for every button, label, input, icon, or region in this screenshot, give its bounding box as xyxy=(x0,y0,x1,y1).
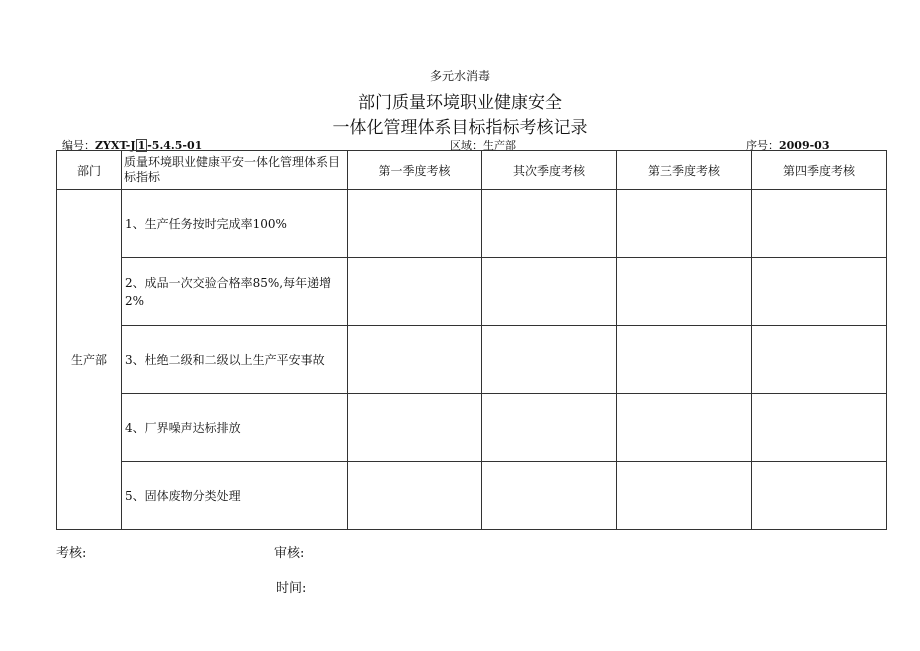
q1-cell[interactable] xyxy=(348,462,482,530)
q1-cell[interactable] xyxy=(348,394,482,462)
header-q3: 第三季度考核 xyxy=(617,151,752,190)
q2-cell[interactable] xyxy=(482,258,617,326)
table-row xyxy=(57,190,887,258)
target-cell: 2、成品一次交验合格率85%,每年递增2% xyxy=(122,258,348,326)
q3-cell[interactable] xyxy=(617,394,752,462)
q2-cell[interactable] xyxy=(482,326,617,394)
target-cell: 3、杜绝二级和二级以上生产平安事故 xyxy=(122,326,348,394)
q2-cell[interactable] xyxy=(482,190,617,258)
table-row xyxy=(57,462,887,530)
assessment-table xyxy=(56,150,887,530)
target-cell: 5、固体废物分类处理 xyxy=(122,462,348,530)
code-suffix: -5.4.5-01 xyxy=(147,139,203,152)
q1-cell[interactable] xyxy=(348,258,482,326)
q3-cell[interactable] xyxy=(617,326,752,394)
q3-cell[interactable] xyxy=(617,258,752,326)
q2-cell[interactable] xyxy=(482,462,617,530)
q2-cell[interactable] xyxy=(482,394,617,462)
target-cell: 1、生产任务按时完成率100% xyxy=(122,190,348,258)
seq-value: 2009-03 xyxy=(779,139,830,152)
document-title-line1: 部门质量环境职业健康安全 xyxy=(358,93,562,113)
q1-cell[interactable] xyxy=(348,326,482,394)
q4-cell[interactable] xyxy=(752,462,887,530)
review-signature-label: 审核: xyxy=(274,546,305,561)
table-row xyxy=(57,394,887,462)
header-department: 部门 xyxy=(57,151,122,190)
code-prefix: ZYXT-J xyxy=(95,139,136,152)
area-label: 区域： xyxy=(450,139,483,152)
q3-cell[interactable] xyxy=(617,190,752,258)
header-q2: 其次季度考核 xyxy=(482,151,617,190)
q4-cell[interactable] xyxy=(752,326,887,394)
code-label: 编号： xyxy=(62,139,95,152)
area-value: 生产部 xyxy=(483,139,516,152)
q4-cell[interactable] xyxy=(752,394,887,462)
seq-label: 序号： xyxy=(746,139,779,152)
table-header-row xyxy=(57,151,887,190)
department-cell: 生产部 xyxy=(57,190,122,530)
document-title-line2: 一体化管理体系目标指标考核记录 xyxy=(332,118,588,138)
assess-signature-label: 考核: xyxy=(56,546,87,561)
target-cell: 4、厂界噪声达标排放 xyxy=(122,394,348,462)
company-name: 多元水消毒 xyxy=(429,69,490,83)
header-q4: 第四季度考核 xyxy=(752,151,887,190)
q4-cell[interactable] xyxy=(752,190,887,258)
code-mark: 1 xyxy=(137,139,146,152)
q1-cell[interactable] xyxy=(348,190,482,258)
table-row xyxy=(57,258,887,326)
time-label: 时间: xyxy=(276,581,307,596)
table-row xyxy=(57,326,887,394)
header-q1: 第一季度考核 xyxy=(348,151,482,190)
q3-cell[interactable] xyxy=(617,462,752,530)
header-target: 质量环境职业健康平安一体化管理体系目标指标 xyxy=(122,151,348,190)
q4-cell[interactable] xyxy=(752,258,887,326)
